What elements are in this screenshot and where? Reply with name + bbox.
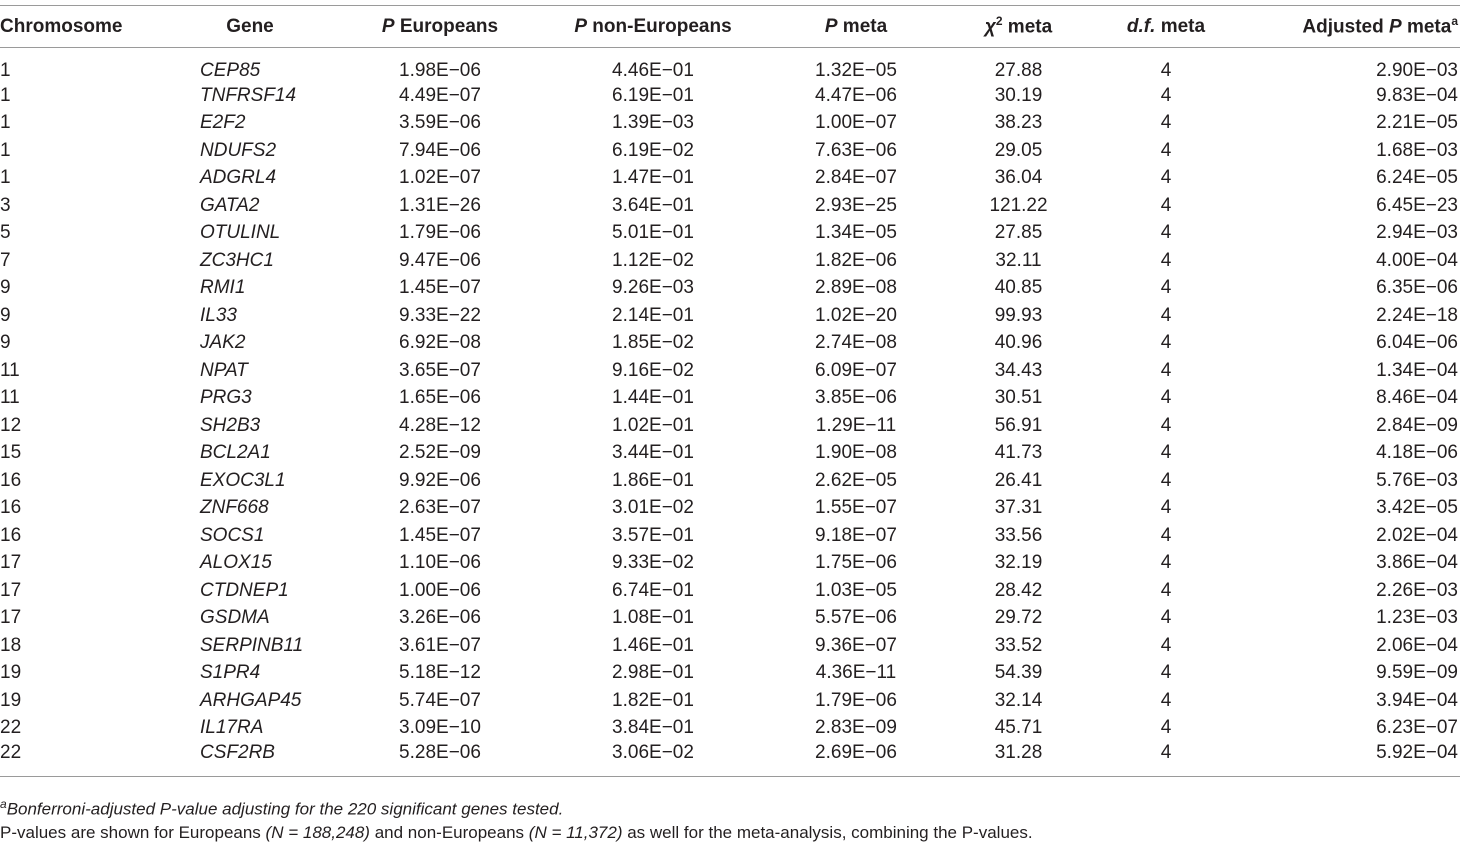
cell-df-meta: 4 (1160, 277, 1172, 299)
cell-p-europeans: 1.02E−07 (399, 167, 481, 189)
cell-p-europeans: 5.28E−06 (399, 742, 481, 763)
cell-p-non-europeans: 1.86E−01 (612, 469, 694, 491)
cell-p-europeans: 1.98E−06 (399, 60, 481, 81)
cell-chi2-meta: 29.05 (994, 139, 1043, 161)
table-body (0, 48, 1460, 777)
cell-chromosome: 12 (0, 414, 22, 436)
cell-p-non-europeans: 6.19E−01 (612, 84, 694, 106)
cell-chi2-meta: 27.88 (994, 60, 1043, 81)
cell-df-meta: 4 (1160, 662, 1172, 684)
header-chi2-meta (946, 6, 1091, 48)
table-row (0, 48, 1460, 83)
df-symbol: d.f. (1126, 15, 1156, 37)
header-row (0, 6, 1460, 48)
table-row (0, 550, 1460, 578)
results-table (0, 5, 1460, 777)
cell-gene: JAK2 (200, 332, 246, 354)
cell-df-meta: 4 (1160, 112, 1172, 134)
cell-p-europeans: 2.52E−09 (399, 442, 481, 464)
table-row (0, 192, 1460, 220)
cell-df-meta: 4 (1160, 414, 1172, 436)
cell-adjusted-p-meta: 2.06E−04 (1376, 634, 1458, 656)
cell-adjusted-p-meta: 9.83E−04 (1376, 84, 1458, 106)
cell-gene: NPAT (200, 359, 248, 381)
cell-p-non-europeans: 9.16E−02 (612, 359, 694, 381)
cell-chromosome: 11 (0, 387, 20, 409)
cell-p-non-europeans: 6.74E−01 (612, 579, 694, 601)
cell-p-europeans: 1.45E−07 (399, 524, 481, 546)
cell-p-europeans: 1.79E−06 (399, 222, 481, 244)
cell-chi2-meta: 29.72 (994, 607, 1043, 629)
cell-chromosome: 9 (0, 304, 11, 326)
cell-df-meta: 4 (1160, 689, 1172, 711)
cell-p-non-europeans: 3.06E−02 (612, 742, 694, 763)
footnote-a-marker: a (0, 797, 7, 811)
cell-df-meta: 4 (1160, 332, 1172, 354)
cell-gene: ARHGAP45 (200, 689, 302, 711)
footnote-part: and non-Europeans (369, 823, 529, 842)
cell-adjusted-p-meta: 2.24E−18 (1376, 304, 1458, 326)
cell-p-meta: 1.90E−08 (815, 442, 897, 464)
table-row (0, 660, 1460, 688)
cell-gene: CTDNEP1 (200, 579, 289, 601)
cell-p-meta: 6.09E−07 (815, 359, 897, 381)
cell-p-non-europeans: 1.02E−01 (612, 414, 694, 436)
cell-chromosome: 1 (0, 167, 11, 189)
table-header (0, 6, 1460, 48)
cell-gene: GSDMA (200, 607, 270, 629)
cell-p-meta: 2.74E−08 (815, 332, 897, 354)
cell-gene: IL17RA (200, 717, 264, 739)
cell-p-non-europeans: 9.26E−03 (612, 277, 694, 299)
footnote-part: as well for the meta-analysis, combining the P-values. (622, 823, 1033, 842)
cell-adjusted-p-meta: 6.24E−05 (1376, 167, 1458, 189)
cell-chi2-meta: 26.41 (994, 469, 1043, 491)
cell-p-europeans: 1.45E−07 (399, 277, 481, 299)
cell-p-non-europeans: 3.44E−01 (612, 442, 694, 464)
cell-adjusted-p-meta: 5.76E−03 (1376, 469, 1458, 491)
cell-p-non-europeans: 3.84E−01 (612, 717, 694, 739)
cell-gene: ALOX15 (200, 552, 272, 574)
cell-p-meta: 1.00E−07 (815, 112, 897, 134)
cell-adjusted-p-meta: 1.68E−03 (1376, 139, 1458, 161)
cell-gene: CSF2RB (200, 742, 275, 763)
cell-adjusted-p-meta: 6.35E−06 (1376, 277, 1458, 299)
cell-gene: PRG3 (200, 387, 252, 409)
cell-chi2-meta: 30.51 (994, 387, 1043, 409)
cell-adjusted-p-meta: 1.23E−03 (1376, 607, 1458, 629)
cell-gene: TNFRSF14 (200, 84, 297, 106)
cell-chi2-meta: 41.73 (994, 442, 1043, 464)
cell-p-europeans: 3.65E−07 (399, 359, 481, 381)
cell-chi2-meta: 38.23 (994, 112, 1043, 134)
table-row (0, 275, 1460, 303)
cell-p-meta: 1.32E−05 (815, 60, 897, 81)
footnote-n-europeans: (N = 188,248) (265, 823, 370, 842)
cell-chromosome: 3 (0, 194, 11, 216)
cell-df-meta: 4 (1160, 552, 1172, 574)
cell-chromosome: 22 (0, 742, 22, 763)
cell-p-non-europeans: 3.64E−01 (612, 194, 694, 216)
cell-gene: S1PR4 (200, 662, 261, 684)
cell-p-meta: 2.89E−08 (815, 277, 897, 299)
chi-symbol: χ (984, 16, 996, 38)
cell-p-meta: 1.55E−07 (815, 497, 897, 519)
cell-df-meta: 4 (1160, 579, 1172, 601)
cell-chromosome: 7 (0, 249, 11, 271)
cell-adjusted-p-meta: 9.59E−09 (1376, 662, 1458, 684)
header-chromosome: Chromosome (0, 15, 123, 37)
cell-p-non-europeans: 1.12E−02 (612, 249, 694, 271)
table-row (0, 82, 1460, 110)
cell-gene: NDUFS2 (200, 139, 277, 161)
header-p-meta (766, 6, 946, 48)
cell-p-meta: 2.93E−25 (815, 194, 897, 216)
table-row (0, 385, 1460, 413)
cell-chi2-meta: 56.91 (994, 414, 1043, 436)
cell-chi2-meta: 33.52 (994, 634, 1043, 656)
cell-chromosome: 5 (0, 222, 11, 244)
header-p-meta-label: meta (837, 15, 888, 37)
cell-p-europeans: 4.28E−12 (399, 414, 481, 436)
footnote-a-text: Bonferroni-adjusted P-value adjusting for the 220 significant genes tested. (6, 799, 564, 819)
header-adjusted-p-meta (1241, 6, 1460, 48)
table-row (0, 577, 1460, 605)
cell-p-meta: 2.83E−09 (815, 717, 897, 739)
cell-p-non-europeans: 6.19E−02 (612, 139, 694, 161)
cell-df-meta: 4 (1160, 249, 1172, 271)
cell-gene: GATA2 (200, 194, 260, 216)
table-row (0, 715, 1460, 743)
cell-df-meta: 4 (1160, 304, 1172, 326)
cell-df-meta: 4 (1160, 442, 1172, 464)
cell-gene: ADGRL4 (200, 167, 277, 189)
footnote-part: P-values are shown for Europeans (0, 823, 266, 842)
cell-p-meta: 4.47E−06 (815, 84, 897, 106)
cell-chi2-meta: 40.85 (994, 277, 1043, 299)
cell-chi2-meta: 121.22 (989, 194, 1048, 216)
footnote-marker: a (1451, 14, 1458, 29)
cell-p-meta: 2.62E−05 (815, 469, 897, 491)
cell-chromosome: 16 (0, 497, 22, 519)
cell-adjusted-p-meta: 1.34E−04 (1376, 359, 1458, 381)
cell-adjusted-p-meta: 2.21E−05 (1376, 112, 1458, 134)
cell-chi2-meta: 32.19 (994, 552, 1043, 574)
p-symbol: P (824, 15, 838, 37)
header-chi2-meta-label: meta (1002, 16, 1053, 38)
cell-chromosome: 11 (0, 359, 20, 381)
cell-chi2-meta: 27.85 (994, 222, 1043, 244)
cell-adjusted-p-meta: 5.92E−04 (1376, 742, 1458, 763)
table-row (0, 412, 1460, 440)
cell-gene: E2F2 (200, 112, 246, 134)
cell-p-meta: 1.82E−06 (815, 249, 897, 271)
cell-adjusted-p-meta: 3.94E−04 (1376, 689, 1458, 711)
cell-gene: SH2B3 (200, 414, 261, 436)
cell-p-europeans: 4.49E−07 (399, 84, 481, 106)
cell-df-meta: 4 (1160, 469, 1172, 491)
cell-chromosome: 1 (0, 139, 11, 161)
table-row (0, 357, 1460, 385)
cell-chromosome: 9 (0, 332, 11, 354)
cell-p-non-europeans: 1.47E−01 (612, 167, 694, 189)
cell-chi2-meta: 54.39 (994, 662, 1043, 684)
cell-p-meta: 9.18E−07 (815, 524, 897, 546)
cell-chi2-meta: 37.31 (994, 497, 1043, 519)
header-p-europeans (340, 6, 540, 48)
table-row (0, 110, 1460, 138)
cell-chi2-meta: 45.71 (994, 717, 1043, 739)
cell-chromosome: 17 (0, 607, 22, 629)
cell-p-meta: 1.03E−05 (815, 579, 897, 601)
cell-p-meta: 2.84E−07 (815, 167, 897, 189)
cell-adjusted-p-meta: 2.26E−03 (1376, 579, 1458, 601)
cell-df-meta: 4 (1160, 524, 1172, 546)
cell-gene: IL33 (200, 304, 237, 326)
cell-p-europeans: 3.09E−10 (399, 717, 481, 739)
cell-gene: RMI1 (200, 277, 246, 299)
cell-p-meta: 1.02E−20 (815, 304, 897, 326)
header-adjusted-prefix: Adjusted (1302, 16, 1389, 38)
cell-p-europeans: 1.00E−06 (399, 579, 481, 601)
p-symbol: P (1388, 16, 1402, 38)
cell-p-meta: 1.75E−06 (815, 552, 897, 574)
cell-p-non-europeans: 1.39E−03 (612, 112, 694, 134)
cell-df-meta: 4 (1160, 387, 1172, 409)
table-row (0, 467, 1460, 495)
cell-chromosome: 22 (0, 717, 22, 739)
cell-adjusted-p-meta: 6.45E−23 (1376, 194, 1458, 216)
cell-chi2-meta: 36.04 (994, 167, 1043, 189)
table-row (0, 165, 1460, 193)
cell-chromosome: 1 (0, 60, 11, 81)
cell-df-meta: 4 (1160, 717, 1172, 739)
header-p-europeans-label: Europeans (394, 15, 499, 37)
chi-superscript: 2 (995, 14, 1003, 29)
cell-chi2-meta: 28.42 (994, 579, 1043, 601)
cell-chromosome: 16 (0, 524, 22, 546)
cell-df-meta: 4 (1160, 607, 1172, 629)
cell-p-meta: 3.85E−06 (815, 387, 897, 409)
cell-p-europeans: 5.74E−07 (399, 689, 481, 711)
cell-gene: OTULINL (200, 222, 281, 244)
p-symbol: P (381, 15, 395, 37)
cell-gene: SERPINB11 (200, 634, 304, 656)
cell-p-meta: 1.34E−05 (815, 222, 897, 244)
cell-df-meta: 4 (1160, 167, 1172, 189)
header-adjusted-label: meta (1401, 16, 1452, 38)
cell-gene: ZNF668 (200, 497, 269, 519)
header-df-meta-label: meta (1155, 15, 1206, 37)
cell-p-europeans: 9.47E−06 (399, 249, 481, 271)
cell-p-non-europeans: 3.01E−02 (612, 497, 694, 519)
cell-p-europeans: 1.65E−06 (399, 387, 481, 409)
table-row (0, 330, 1460, 358)
cell-p-non-europeans: 1.82E−01 (612, 689, 694, 711)
cell-df-meta: 4 (1160, 742, 1172, 763)
cell-p-europeans: 7.94E−06 (399, 139, 481, 161)
table-row (0, 522, 1460, 550)
cell-chromosome: 17 (0, 579, 22, 601)
cell-adjusted-p-meta: 4.00E−04 (1376, 249, 1458, 271)
cell-df-meta: 4 (1160, 194, 1172, 216)
cell-chi2-meta: 31.28 (994, 742, 1043, 763)
cell-p-europeans: 5.18E−12 (399, 662, 481, 684)
table-row (0, 247, 1460, 275)
cell-adjusted-p-meta: 2.90E−03 (1376, 60, 1458, 81)
cell-chromosome: 15 (0, 442, 22, 464)
cell-p-europeans: 9.92E−06 (399, 469, 481, 491)
cell-chi2-meta: 30.19 (994, 84, 1043, 106)
cell-p-europeans: 2.63E−07 (399, 497, 481, 519)
cell-gene: EXOC3L1 (200, 469, 286, 491)
cell-chromosome: 9 (0, 277, 11, 299)
cell-p-meta: 7.63E−06 (815, 139, 897, 161)
table-row (0, 687, 1460, 715)
footnote-p-values (0, 823, 1033, 843)
table-row (0, 440, 1460, 468)
footnote-n-non-europeans: (N = 11,372) (528, 823, 623, 842)
cell-p-non-europeans: 2.98E−01 (612, 662, 694, 684)
cell-df-meta: 4 (1160, 222, 1172, 244)
table-row (0, 220, 1460, 248)
cell-chromosome: 1 (0, 84, 11, 106)
cell-p-non-europeans: 1.85E−02 (612, 332, 694, 354)
cell-p-non-europeans: 1.08E−01 (612, 607, 694, 629)
p-symbol: P (574, 15, 588, 37)
cell-p-non-europeans: 9.33E−02 (612, 552, 694, 574)
table-row (0, 302, 1460, 330)
header-p-non-europeans-label: non-Europeans (587, 15, 732, 37)
cell-p-non-europeans: 1.46E−01 (612, 634, 694, 656)
cell-adjusted-p-meta: 2.94E−03 (1376, 222, 1458, 244)
cell-p-meta: 1.79E−06 (815, 689, 897, 711)
table-row (0, 495, 1460, 523)
cell-adjusted-p-meta: 3.86E−04 (1376, 552, 1458, 574)
cell-chi2-meta: 34.43 (994, 359, 1043, 381)
cell-chi2-meta: 99.93 (994, 304, 1043, 326)
cell-p-non-europeans: 1.44E−01 (612, 387, 694, 409)
cell-p-non-europeans: 4.46E−01 (612, 60, 694, 81)
cell-chi2-meta: 33.56 (994, 524, 1043, 546)
cell-df-meta: 4 (1160, 497, 1172, 519)
cell-df-meta: 4 (1160, 359, 1172, 381)
cell-p-meta: 5.57E−06 (815, 607, 897, 629)
table-row (0, 632, 1460, 660)
cell-p-meta: 4.36E−11 (815, 662, 897, 684)
cell-chi2-meta: 40.96 (994, 332, 1043, 354)
cell-df-meta: 4 (1160, 84, 1172, 106)
cell-p-europeans: 3.59E−06 (399, 112, 481, 134)
cell-chromosome: 17 (0, 552, 22, 574)
cell-chromosome: 18 (0, 634, 22, 656)
cell-adjusted-p-meta: 2.84E−09 (1376, 414, 1458, 436)
cell-adjusted-p-meta: 6.23E−07 (1376, 717, 1458, 739)
cell-p-meta: 2.69E−06 (815, 742, 897, 763)
header-p-non-europeans (540, 6, 766, 48)
table-row (0, 605, 1460, 633)
footnote-a (0, 797, 563, 820)
cell-p-europeans: 1.31E−26 (399, 194, 481, 216)
cell-gene: SOCS1 (200, 524, 265, 546)
table-row (0, 137, 1460, 165)
cell-df-meta: 4 (1160, 139, 1172, 161)
cell-p-non-europeans: 2.14E−01 (612, 304, 694, 326)
cell-chi2-meta: 32.11 (995, 249, 1042, 271)
cell-chromosome: 19 (0, 662, 22, 684)
cell-p-non-europeans: 3.57E−01 (612, 524, 694, 546)
cell-gene: ZC3HC1 (200, 249, 274, 271)
header-gene: Gene (226, 15, 274, 37)
cell-adjusted-p-meta: 4.18E−06 (1376, 442, 1458, 464)
table-row (0, 742, 1460, 777)
cell-adjusted-p-meta: 3.42E−05 (1376, 497, 1458, 519)
cell-adjusted-p-meta: 8.46E−04 (1376, 387, 1458, 409)
cell-p-europeans: 1.10E−06 (399, 552, 481, 574)
cell-p-non-europeans: 5.01E−01 (612, 222, 694, 244)
cell-p-europeans: 9.33E−22 (399, 304, 481, 326)
cell-p-europeans: 6.92E−08 (399, 332, 481, 354)
cell-chi2-meta: 32.14 (994, 689, 1043, 711)
cell-p-europeans: 3.26E−06 (399, 607, 481, 629)
cell-df-meta: 4 (1160, 60, 1172, 81)
cell-p-meta: 9.36E−07 (815, 634, 897, 656)
cell-df-meta: 4 (1160, 634, 1172, 656)
header-df-meta (1091, 6, 1241, 48)
cell-chromosome: 16 (0, 469, 22, 491)
cell-chromosome: 19 (0, 689, 22, 711)
cell-p-meta: 1.29E−11 (815, 414, 897, 436)
cell-adjusted-p-meta: 6.04E−06 (1376, 332, 1458, 354)
cell-adjusted-p-meta: 2.02E−04 (1376, 524, 1458, 546)
cell-p-europeans: 3.61E−07 (399, 634, 481, 656)
cell-gene: CEP85 (200, 60, 261, 81)
cell-gene: BCL2A1 (200, 442, 271, 464)
cell-chromosome: 1 (0, 112, 11, 134)
